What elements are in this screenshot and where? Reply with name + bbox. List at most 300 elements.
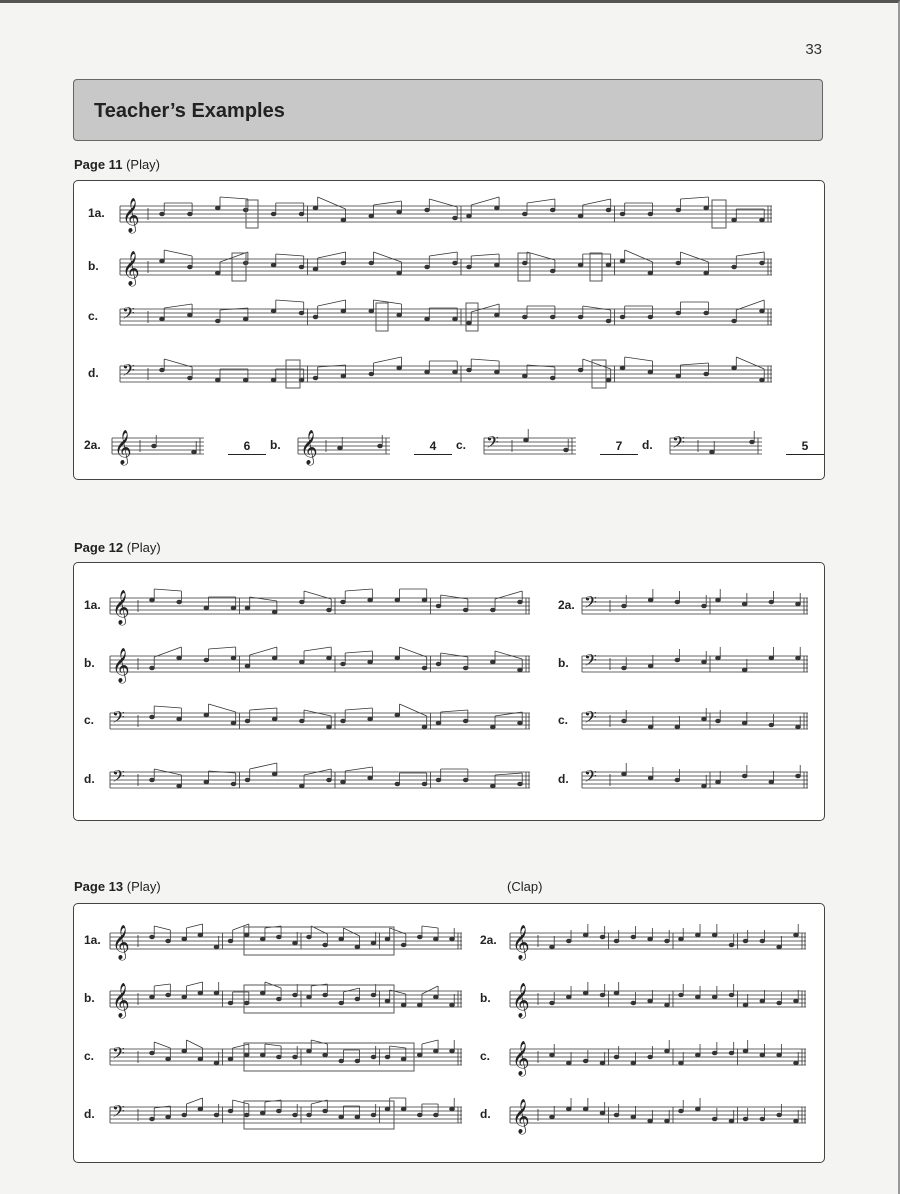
- row-label: c.: [88, 309, 99, 323]
- section-mode-label: (Play): [126, 157, 161, 172]
- note-head: [355, 1059, 360, 1063]
- note-head: [150, 1051, 155, 1055]
- note-head: [760, 1053, 765, 1057]
- note-head: [620, 212, 625, 216]
- page13-examples-panel: [73, 903, 825, 1163]
- note-head: [606, 208, 611, 212]
- music-staff: [110, 971, 462, 1031]
- note-head: [341, 662, 346, 666]
- note-head: [495, 206, 500, 210]
- note-head: [712, 1117, 717, 1121]
- note-head: [583, 933, 588, 937]
- note-head: [150, 715, 155, 719]
- note-head: [299, 784, 304, 788]
- note-head: [422, 666, 427, 670]
- bass-clef-icon: 𝄢: [584, 592, 597, 616]
- note-head: [467, 265, 472, 269]
- note-head: [192, 450, 197, 454]
- note-head: [215, 319, 220, 323]
- note-head: [522, 315, 527, 319]
- note-head: [231, 721, 236, 725]
- note-head: [368, 717, 373, 721]
- question-label: d.: [642, 438, 653, 452]
- row-label: b.: [84, 656, 95, 670]
- note-head: [490, 725, 495, 729]
- note-head: [188, 212, 193, 216]
- row-label: d.: [480, 1107, 491, 1121]
- answer-value: 5: [786, 439, 824, 455]
- music-staff: [298, 418, 390, 478]
- note-head: [620, 259, 625, 263]
- bass-clef-icon: 𝄢: [672, 432, 685, 456]
- note-head: [769, 600, 774, 604]
- note-head: [150, 666, 155, 670]
- music-staff: [484, 418, 576, 478]
- note-head: [695, 933, 700, 937]
- note-head: [760, 309, 765, 313]
- section-page-label: Page 11: [74, 157, 123, 172]
- note-head: [397, 366, 402, 370]
- note-head: [453, 261, 458, 265]
- note-head: [204, 780, 209, 784]
- row-label: c.: [84, 713, 95, 727]
- note-head: [341, 600, 346, 604]
- note-head: [606, 378, 611, 382]
- note-head: [463, 608, 468, 612]
- note-head: [422, 782, 427, 786]
- note-head: [341, 309, 346, 313]
- note-head: [160, 212, 165, 216]
- note-head: [401, 1107, 406, 1111]
- note-head: [244, 1053, 249, 1057]
- note-head: [614, 991, 619, 995]
- note-head: [648, 598, 653, 602]
- row-label: b.: [558, 656, 569, 670]
- note-head: [307, 1049, 312, 1053]
- note-head: [313, 315, 318, 319]
- note-head: [182, 1049, 187, 1053]
- note-head: [182, 1113, 187, 1117]
- note-head: [425, 265, 430, 269]
- note-head: [704, 311, 709, 315]
- note-head: [313, 376, 318, 380]
- section-page-label: Page 12: [74, 540, 124, 555]
- note-head: [214, 1061, 219, 1065]
- music-staff: [670, 418, 762, 478]
- note-head: [450, 1107, 455, 1111]
- bass-clef-icon: 𝄢: [486, 432, 499, 456]
- note-head: [453, 317, 458, 321]
- bass-clef-icon: 𝄢: [112, 766, 125, 790]
- note-head: [339, 937, 344, 941]
- note-head: [244, 1001, 249, 1005]
- note-head: [276, 1055, 281, 1059]
- clap-label: (Clap): [507, 879, 543, 894]
- note-head: [422, 598, 427, 602]
- note-head: [631, 935, 636, 939]
- music-staff: [110, 1029, 462, 1089]
- note-head: [631, 1061, 636, 1065]
- note-head: [463, 719, 468, 723]
- row-label: c.: [558, 713, 569, 727]
- note-head: [228, 1001, 233, 1005]
- note-head: [732, 218, 737, 222]
- music-staff: [110, 752, 530, 812]
- note-head: [215, 206, 220, 210]
- note-head: [198, 1057, 203, 1061]
- note-head: [622, 772, 627, 776]
- note-head: [293, 993, 298, 997]
- note-head: [231, 606, 236, 610]
- note-head: [243, 378, 248, 382]
- note-head: [716, 656, 721, 660]
- treble-clef-icon: 𝄞: [512, 1099, 530, 1134]
- note-head: [395, 782, 400, 786]
- note-head: [679, 993, 684, 997]
- note-head: [583, 1059, 588, 1063]
- note-head: [769, 656, 774, 660]
- note-head: [702, 717, 707, 721]
- note-head: [550, 315, 555, 319]
- row-label: b.: [84, 991, 95, 1005]
- note-head: [550, 1053, 555, 1057]
- note-head: [177, 717, 182, 721]
- note-head: [417, 1113, 422, 1117]
- note-head: [712, 933, 717, 937]
- note-head: [150, 598, 155, 602]
- note-head: [665, 1119, 670, 1123]
- note-head: [271, 378, 276, 382]
- note-head: [214, 945, 219, 949]
- note-head: [566, 1061, 571, 1065]
- row-label: d.: [88, 366, 99, 380]
- note-head: [323, 1109, 328, 1113]
- note-head: [524, 438, 529, 442]
- bass-clef-icon: 𝄢: [584, 766, 597, 790]
- note-head: [518, 721, 523, 725]
- question-label: 2a.: [84, 438, 101, 452]
- note-head: [323, 943, 328, 947]
- note-head: [463, 778, 468, 782]
- note-head: [716, 780, 721, 784]
- note-head: [385, 999, 390, 1003]
- note-head: [729, 1119, 734, 1123]
- note-head: [276, 1109, 281, 1113]
- note-head: [702, 660, 707, 664]
- note-head: [648, 776, 653, 780]
- note-head: [453, 370, 458, 374]
- music-staff: [112, 418, 204, 478]
- note-head: [152, 444, 157, 448]
- note-head: [150, 995, 155, 999]
- note-head: [395, 598, 400, 602]
- music-staff: [110, 693, 530, 753]
- row-label: 2a.: [480, 933, 497, 947]
- note-head: [160, 259, 165, 263]
- note-head: [327, 656, 332, 660]
- section-header: [73, 79, 823, 141]
- note-head: [796, 774, 801, 778]
- row-label: d.: [84, 772, 95, 786]
- row-label: 1a.: [84, 933, 101, 947]
- bass-clef-icon: 𝄢: [112, 1043, 125, 1067]
- note-head: [188, 265, 193, 269]
- note-head: [675, 778, 680, 782]
- music-staff: [120, 289, 772, 349]
- note-head: [436, 778, 441, 782]
- section-mode-label: (Play): [126, 540, 161, 555]
- note-head: [339, 1001, 344, 1005]
- note-head: [675, 658, 680, 662]
- note-head: [467, 214, 472, 218]
- note-head: [182, 995, 187, 999]
- bass-clef-icon: 𝄢: [112, 1101, 125, 1125]
- note-head: [676, 311, 681, 315]
- note-head: [606, 263, 611, 267]
- note-head: [665, 939, 670, 943]
- section-title-page13: [74, 879, 161, 894]
- note-head: [341, 261, 346, 265]
- answer-value: 6: [228, 439, 266, 455]
- note-head: [648, 212, 653, 216]
- note-head: [578, 315, 583, 319]
- music-staff: [510, 1029, 806, 1089]
- note-head: [702, 784, 707, 788]
- note-head: [401, 943, 406, 947]
- treble-clef-icon: 𝄞: [300, 430, 318, 465]
- note-head: [518, 782, 523, 786]
- note-head: [695, 1107, 700, 1111]
- row-label: b.: [88, 259, 99, 273]
- note-head: [299, 600, 304, 604]
- section-page-label: Page 13: [74, 879, 124, 894]
- note-head: [729, 1051, 734, 1055]
- note-head: [566, 995, 571, 999]
- note-head: [260, 1111, 265, 1115]
- note-head: [495, 370, 500, 374]
- note-head: [371, 1113, 376, 1117]
- note-head: [214, 1113, 219, 1117]
- note-head: [385, 1055, 390, 1059]
- note-head: [369, 309, 374, 313]
- note-head: [293, 1113, 298, 1117]
- header-title: Teacher’s Examples: [94, 100, 285, 122]
- note-head: [272, 772, 277, 776]
- music-staff: [110, 636, 530, 696]
- note-head: [732, 265, 737, 269]
- note-head: [188, 313, 193, 317]
- note-head: [272, 610, 277, 614]
- note-head: [417, 935, 422, 939]
- note-head: [695, 1053, 700, 1057]
- note-head: [150, 1117, 155, 1121]
- note-head: [177, 656, 182, 660]
- treble-clef-icon: 𝄞: [512, 1041, 530, 1076]
- note-head: [338, 446, 343, 450]
- music-staff: [582, 752, 808, 812]
- note-head: [732, 366, 737, 370]
- note-head: [550, 376, 555, 380]
- bass-clef-icon: 𝄢: [112, 707, 125, 731]
- note-head: [743, 1117, 748, 1121]
- note-head: [622, 604, 627, 608]
- page12-examples-panel: [73, 562, 825, 821]
- note-head: [313, 206, 318, 210]
- note-head: [648, 664, 653, 668]
- note-head: [204, 606, 209, 610]
- treble-clef-icon: 𝄞: [112, 925, 130, 960]
- note-head: [272, 656, 277, 660]
- note-head: [760, 378, 765, 382]
- note-head: [732, 319, 737, 323]
- note-head: [385, 1107, 390, 1111]
- note-head: [648, 271, 653, 275]
- row-label: 1a.: [88, 206, 105, 220]
- note-head: [323, 993, 328, 997]
- note-head: [648, 370, 653, 374]
- note-head: [614, 1113, 619, 1117]
- note-head: [450, 937, 455, 941]
- note-head: [702, 604, 707, 608]
- note-head: [417, 1003, 422, 1007]
- note-head: [299, 311, 304, 315]
- note-head: [244, 933, 249, 937]
- row-label: d.: [84, 1107, 95, 1121]
- note-head: [401, 1057, 406, 1061]
- note-head: [743, 1003, 748, 1007]
- treble-clef-icon: 𝄞: [512, 983, 530, 1018]
- note-head: [339, 1115, 344, 1119]
- note-head: [260, 991, 265, 995]
- note-head: [467, 321, 472, 325]
- note-head: [166, 1115, 171, 1119]
- note-head: [188, 376, 193, 380]
- music-staff: [120, 186, 772, 246]
- row-label: d.: [558, 772, 569, 786]
- music-staff: [582, 578, 808, 638]
- note-head: [177, 784, 182, 788]
- note-head: [550, 1115, 555, 1119]
- note-head: [729, 993, 734, 997]
- note-head: [648, 1119, 653, 1123]
- note-head: [564, 448, 569, 452]
- note-head: [583, 991, 588, 995]
- row-label: b.: [480, 991, 491, 1005]
- note-head: [566, 939, 571, 943]
- row-label: 2a.: [558, 598, 575, 612]
- note-head: [260, 937, 265, 941]
- note-head: [777, 1113, 782, 1117]
- note-head: [425, 208, 430, 212]
- note-head: [276, 997, 281, 1001]
- treble-clef-icon: 𝄞: [512, 925, 530, 960]
- note-head: [228, 1057, 233, 1061]
- section-title-page12: [74, 540, 161, 555]
- treble-clef-icon: 𝄞: [112, 648, 130, 683]
- note-head: [578, 368, 583, 372]
- note-head: [695, 995, 700, 999]
- note-head: [679, 1109, 684, 1113]
- note-head: [794, 1119, 799, 1123]
- note-head: [742, 602, 747, 606]
- note-head: [566, 1107, 571, 1111]
- treble-clef-icon: 𝄞: [122, 198, 140, 233]
- note-head: [341, 780, 346, 784]
- note-head: [583, 1107, 588, 1111]
- question-label: c.: [456, 438, 467, 452]
- note-head: [620, 366, 625, 370]
- note-head: [600, 1061, 605, 1065]
- note-head: [243, 317, 248, 321]
- note-head: [436, 604, 441, 608]
- note-head: [522, 212, 527, 216]
- note-head: [182, 937, 187, 941]
- note-head: [341, 374, 346, 378]
- music-staff: [110, 913, 462, 973]
- note-head: [550, 269, 555, 273]
- note-head: [648, 1055, 653, 1059]
- note-head: [777, 1053, 782, 1057]
- note-head: [228, 939, 233, 943]
- note-head: [215, 271, 220, 275]
- note-head: [743, 939, 748, 943]
- note-head: [397, 271, 402, 275]
- note-head: [160, 317, 165, 321]
- note-head: [750, 440, 755, 444]
- note-head: [518, 600, 523, 604]
- note-head: [675, 725, 680, 729]
- note-head: [614, 939, 619, 943]
- note-head: [355, 1115, 360, 1119]
- note-head: [450, 1003, 455, 1007]
- note-head: [369, 372, 374, 376]
- note-head: [648, 315, 653, 319]
- note-head: [794, 999, 799, 1003]
- answer-value: 4: [414, 439, 452, 455]
- question-label: b.: [270, 438, 281, 452]
- note-head: [467, 368, 472, 372]
- note-head: [160, 368, 165, 372]
- music-staff: [110, 578, 530, 638]
- music-staff: [510, 971, 806, 1031]
- note-head: [729, 943, 734, 947]
- note-head: [704, 372, 709, 376]
- note-head: [433, 1049, 438, 1053]
- note-head: [600, 935, 605, 939]
- note-head: [368, 660, 373, 664]
- note-head: [401, 1003, 406, 1007]
- note-head: [490, 784, 495, 788]
- note-head: [794, 933, 799, 937]
- note-head: [245, 719, 250, 723]
- note-head: [436, 662, 441, 666]
- note-head: [198, 1107, 203, 1111]
- note-head: [245, 778, 250, 782]
- treble-clef-icon: 𝄞: [112, 590, 130, 625]
- note-head: [550, 1001, 555, 1005]
- treble-clef-icon: 𝄞: [114, 430, 132, 465]
- note-head: [368, 598, 373, 602]
- note-head: [665, 1003, 670, 1007]
- note-head: [299, 660, 304, 664]
- answer-value: 7: [600, 439, 638, 455]
- note-head: [327, 778, 332, 782]
- note-head: [231, 782, 236, 786]
- note-head: [204, 713, 209, 717]
- note-head: [417, 1053, 422, 1057]
- note-head: [578, 263, 583, 267]
- note-head: [665, 1049, 670, 1053]
